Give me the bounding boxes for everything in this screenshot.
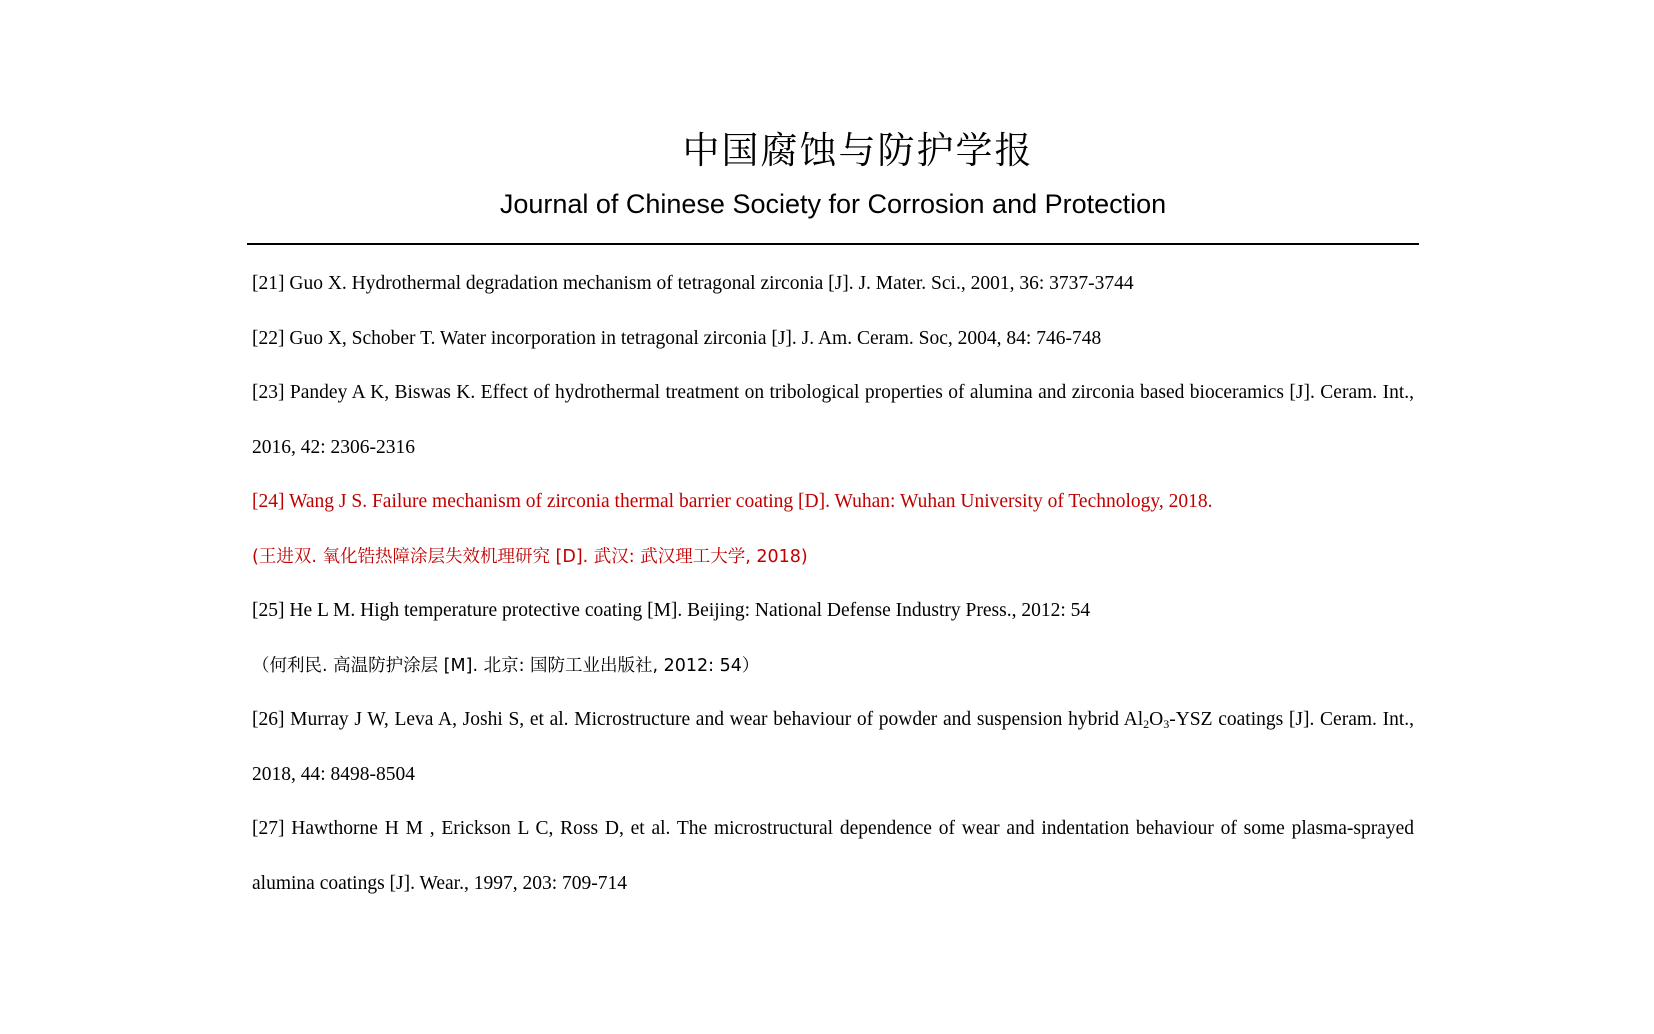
reference-21: [21] Guo X. Hydrothermal degradation mechanism of tetragonal zirconia [J]. J. Mater. Sci., 2001, 36: 3737-3744 bbox=[252, 273, 1134, 294]
reference-25-chinese: （何利民. 高温防护涂层 [M]. 北京: 国防工业出版社, 2012: 54） bbox=[252, 655, 760, 676]
subscript-3: 3 bbox=[1163, 717, 1170, 731]
reference-24: [24] Wang J S. Failure mechanism of zirconia thermal barrier coating [D]. Wuhan: Wuhan University of Technology, 2018. bbox=[252, 491, 1213, 512]
subscript-2: 2 bbox=[1143, 717, 1150, 731]
reference-27: [27] Hawthorne H M , Erickson L C, Ross D, et al. The microstructural dependence of wear and indentation behaviour of some plasma-sprayed alumina coatings [J]. Wear., 1997, 203: 709-714 bbox=[252, 818, 1414, 894]
reference-24-chinese: (王进双. 氧化锆热障涂层失效机理研究 [D]. 武汉: 武汉理工大学, 2018) bbox=[252, 546, 808, 567]
journal-header bbox=[248, 126, 1418, 222]
reference-26-part-2: O bbox=[1149, 709, 1164, 730]
reference-26 bbox=[252, 693, 1414, 802]
reference-26-part-3: -YSZ coatings [J]. Ceram. Int., 2018, 44: 8498-8504 bbox=[252, 709, 1414, 785]
reference-25: [25] He L M. High temperature protective coating [M]. Beijing: National Defense Industry Press., 2012: 54 bbox=[252, 600, 1091, 621]
reference-23: [23] Pandey A K, Biswas K. Effect of hydrothermal treatment on tribological properties of alumina and zirconia based bioceramics [J]. Ceram. Int., 2016, 42: 2306-2316 bbox=[252, 382, 1414, 458]
reference-list bbox=[252, 257, 1414, 911]
reference-22: [22] Guo X, Schober T. Water incorporation in tetragonal zirconia [J]. J. Am. Ceram. Soc, 2004, 84: 746-748 bbox=[252, 327, 1102, 349]
journal-title-english: Journal of Chinese Society for Corrosion and Protection bbox=[499, 189, 1167, 219]
header-divider bbox=[247, 243, 1419, 245]
journal-title-chinese: 中国腐蚀与防护学报 bbox=[682, 129, 1034, 172]
reference-26-part-1: [26] Murray J W, Leva A, Joshi S, et al. Microstructure and wear behaviour of powder and suspension hybrid Al bbox=[252, 709, 1144, 730]
